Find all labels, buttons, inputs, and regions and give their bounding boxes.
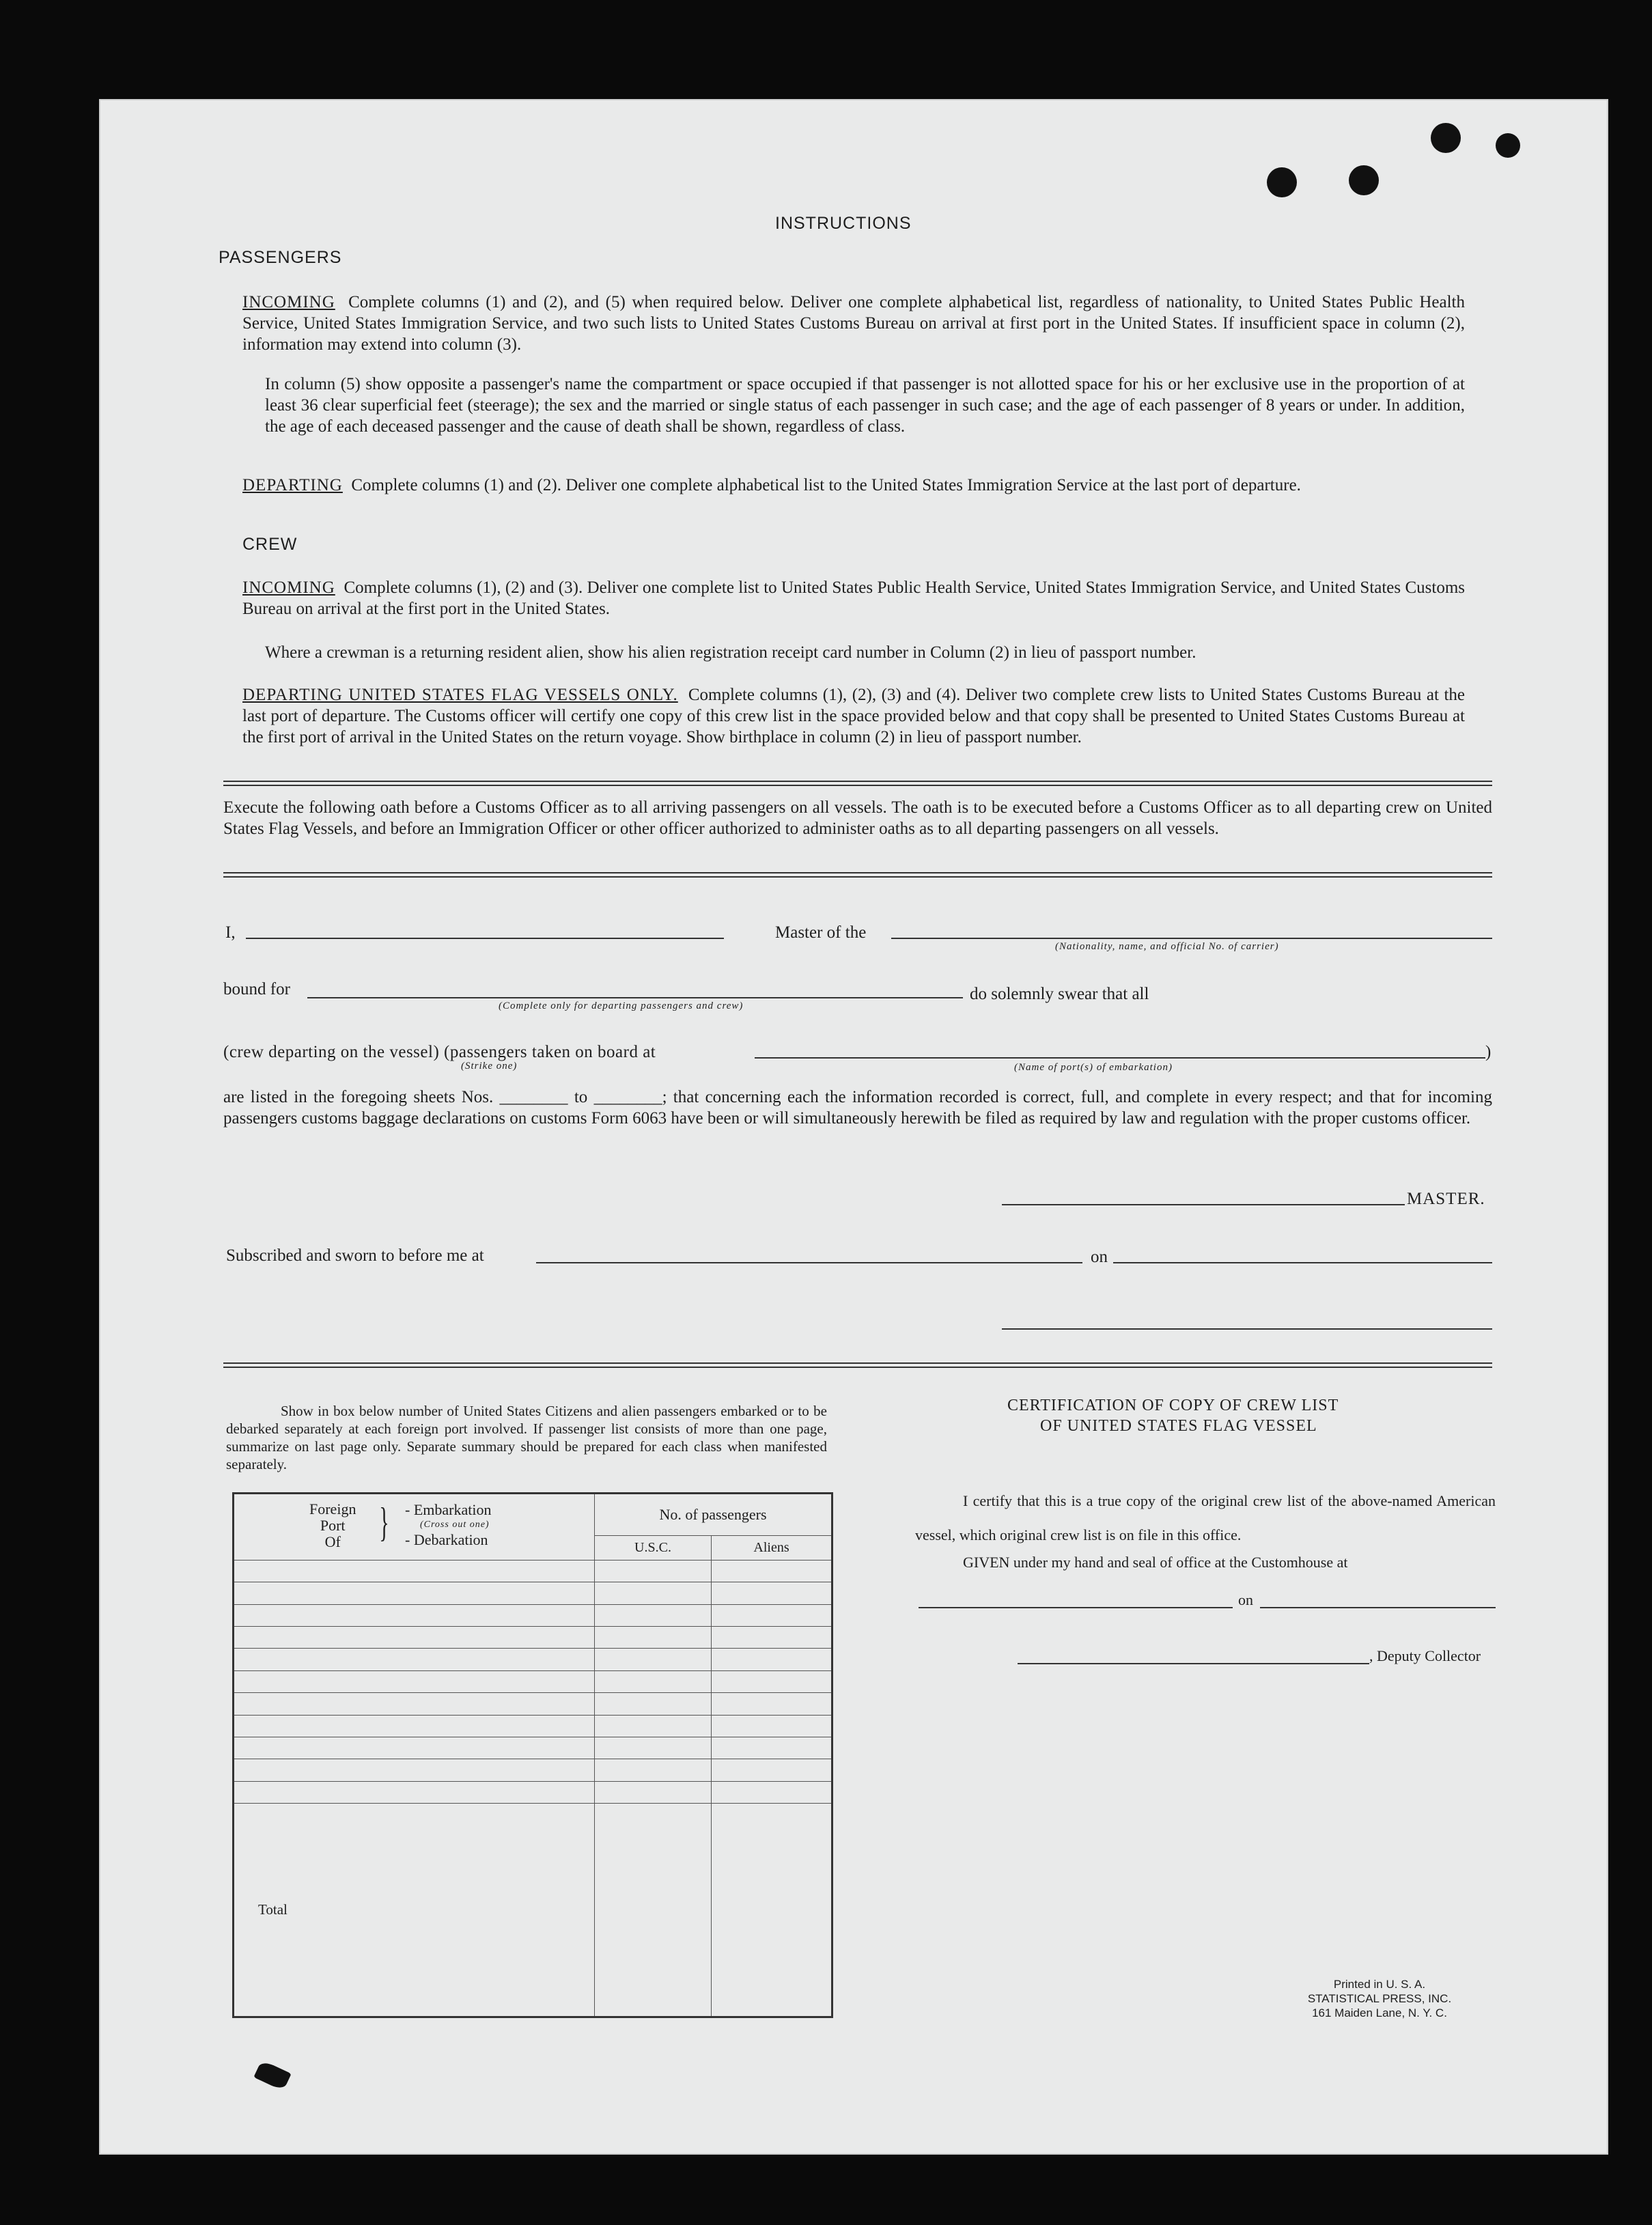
debarkation-label: - Debarkation [405, 1531, 488, 1548]
port-header-cell [234, 1494, 595, 1561]
table-row[interactable] [234, 1759, 832, 1781]
deputy-collector-label: , Deputy Collector [1369, 1647, 1481, 1664]
table-row[interactable] [234, 1781, 832, 1803]
total-label: Total [234, 1803, 595, 2017]
crew-departing [242, 684, 1465, 748]
carrier-caption: (Nationality, name, and official No. of carrier) [1055, 941, 1279, 952]
departing-key: DEPARTING [242, 476, 343, 494]
divider [223, 781, 1492, 786]
incoming-text: Complete columns (1) and (2), and (5) when required below. Deliver one complete alphabetical list, regardless of nationality, to United States Public Health Service, United States Immigration Service, and two such lists to United States Customs Bureau on arrival at first port in the United States. If insufficient space in column (2), information may extend into column (3). [242, 293, 1465, 354]
bound-caption: (Complete only for departing passengers and crew) [499, 1000, 744, 1011]
column5-note: In column (5) show opposite a passenger's name the compartment or space occupied if that passenger is not allotted space for his or her exclusive use in the proportion of at least 36 clear superficial feet (steerage); the sex and the married or single status of each passenger in such case; and the age of each passenger of 8 years or under. In addition, the age of each deceased passenger and the cause of death shall be shown, regardless of class. [265, 375, 1465, 436]
subscribed-date-field[interactable] [1113, 1262, 1492, 1263]
ports-caption: (Name of port(s) of embarkation) [1014, 1062, 1173, 1073]
oath-intro: Execute the following oath before a Customs Officer as to all arriving passengers on all vessels. The oath is to be executed before a Customs Officer as to all departing crew on United States Flag Vessels, and before an Immigration Officer or other officer authorized to administer oaths as to all departing passengers on all vessels. [223, 798, 1492, 838]
master-signature-line[interactable] [1002, 1204, 1405, 1205]
officer-signature-line[interactable] [1002, 1328, 1492, 1330]
cross-out-label: (Cross out one) [420, 1520, 490, 1530]
crew-departing-key: DEPARTING UNITED STATES FLAG VESSELS ONLY. [242, 686, 678, 704]
crew-incoming [242, 577, 1465, 619]
table-row[interactable] [234, 1693, 832, 1715]
foreign-label: Foreign [309, 1500, 356, 1517]
embarkation-label: - Embarkation [405, 1501, 492, 1518]
customhouse-field[interactable] [919, 1607, 1233, 1608]
no-passengers-header: No. of passengers [595, 1494, 832, 1536]
page-title: INSTRUCTIONS [775, 214, 912, 233]
table-row[interactable] [234, 1715, 832, 1737]
subscribed-place-field[interactable] [536, 1262, 1082, 1263]
table-row[interactable] [234, 1627, 832, 1649]
bound-for: bound for [223, 980, 290, 998]
incoming-key: INCOMING [242, 293, 335, 311]
passengers-incoming [242, 292, 1465, 355]
divider [223, 872, 1492, 878]
total-row [234, 1803, 832, 2017]
port-label: Port [320, 1517, 346, 1534]
crew-incoming-key: INCOMING [242, 578, 335, 597]
certification-title-2: OF UNITED STATES FLAG VESSEL [1040, 1417, 1317, 1435]
strike-one: (Strike one) [461, 1061, 518, 1072]
deputy-collector-signature[interactable] [1018, 1663, 1369, 1664]
printer-line-1: Printed in U. S. A. [1333, 1978, 1426, 1991]
table-row[interactable] [234, 1582, 832, 1604]
on-label: on [1091, 1248, 1108, 1266]
certification-title-1: CERTIFICATION OF COPY OF CREW LIST [1007, 1397, 1339, 1414]
usc-header: U.S.C. [595, 1536, 712, 1561]
crew-departing-text: Complete columns (1), (2), (3) and (4). Deliver two complete crew lists to United States Customs Bureau at the last port of departure. The Customs officer will certify one copy of this crew list in the space provided below and that copy shall be presented to United States Customs Bureau at the first port of arrival in the United States on the return voyage. Show birthplace in column (2) in lieu of passport number. [242, 686, 1465, 746]
summary-note: Show in box below number of United States Citizens and alien passengers embarked or to be debarked separately at each foreign port involved. If passenger list consists of more than one page, summarize on last page only. Separate summary should be prepared for each class when manifested separately. [226, 1403, 827, 1472]
printer-line-3: 161 Maiden Lane, N. Y. C. [1312, 2006, 1447, 2019]
punch-hole [1349, 165, 1379, 195]
printer-imprint [1287, 1977, 1472, 2020]
aliens-header: Aliens [712, 1536, 832, 1561]
master-name-field[interactable] [246, 938, 724, 939]
listed-text: are listed in the foregoing sheets Nos. ________ to ________; that concerning each the information recorded is correct, full, and complete in every respect; and that for incoming passengers customs baggage declarations on customs Form 6063 have been or will simultaneously herewith be filed as required by law and regulation with the proper customs officer. [223, 1088, 1492, 1128]
total-aliens[interactable] [712, 1803, 832, 2017]
passengers-heading: PASSENGERS [219, 248, 342, 267]
table-row[interactable] [234, 1561, 832, 1582]
form-page [99, 99, 1608, 2155]
carrier-field[interactable] [891, 938, 1492, 939]
oath-i: I, [225, 923, 236, 942]
table-row[interactable] [234, 1649, 832, 1670]
certification-body: I certify that this is a true copy of the original crew list of the above-named American vessel, which original crew list is on file in this office. [915, 1492, 1496, 1543]
crew-heading: CREW [242, 535, 298, 554]
printer-line-2: STATISTICAL PRESS, INC. [1307, 1992, 1452, 2005]
punch-hole [1267, 167, 1297, 197]
crew-incoming-text: Complete columns (1), (2) and (3). Deliver one complete list to United States Public Health Service, United States Immigration Service, and United States Customs Bureau on arrival at the first port in the United States. [242, 578, 1466, 618]
embarkation-port-field[interactable] [755, 1057, 1485, 1059]
table-row[interactable] [234, 1737, 832, 1759]
departing-text: Complete columns (1) and (2). Deliver one complete alphabetical list to the United States Immigration Service at the last port of departure. [351, 476, 1301, 494]
divider [223, 1362, 1492, 1368]
total-usc[interactable] [595, 1803, 712, 2017]
crew-incoming-note: Where a crewman is a returning resident alien, show his alien registration receipt card number in Column (2) in lieu of passport number. [265, 643, 1196, 662]
certification-on: on [1238, 1591, 1253, 1608]
ink-mark [253, 2060, 291, 2091]
passengers-departing [242, 475, 1465, 496]
table-row[interactable] [234, 1670, 832, 1692]
subscribed-text: Subscribed and sworn to before me at [226, 1246, 484, 1265]
certification-date-field[interactable] [1260, 1607, 1496, 1608]
brace: } [379, 1500, 389, 1545]
table-header-row [234, 1494, 832, 1536]
certification-given: GIVEN under my hand and seal of office at the Customhouse at [963, 1554, 1348, 1571]
master-label: MASTER. [1407, 1190, 1485, 1208]
passenger-summary-table [232, 1492, 833, 2018]
master-of-the: Master of the [775, 923, 867, 942]
close-paren: ) [1485, 1043, 1492, 1061]
punch-hole [1431, 123, 1461, 153]
table-row[interactable] [234, 1604, 832, 1626]
punch-hole [1496, 133, 1520, 158]
of-label: Of [324, 1533, 341, 1550]
swear-text: do solemnly swear that all [970, 985, 1149, 1003]
crew-departing-strike: (crew departing on the vessel) (passengers taken on board at [223, 1043, 656, 1061]
bound-for-field[interactable] [307, 997, 963, 998]
